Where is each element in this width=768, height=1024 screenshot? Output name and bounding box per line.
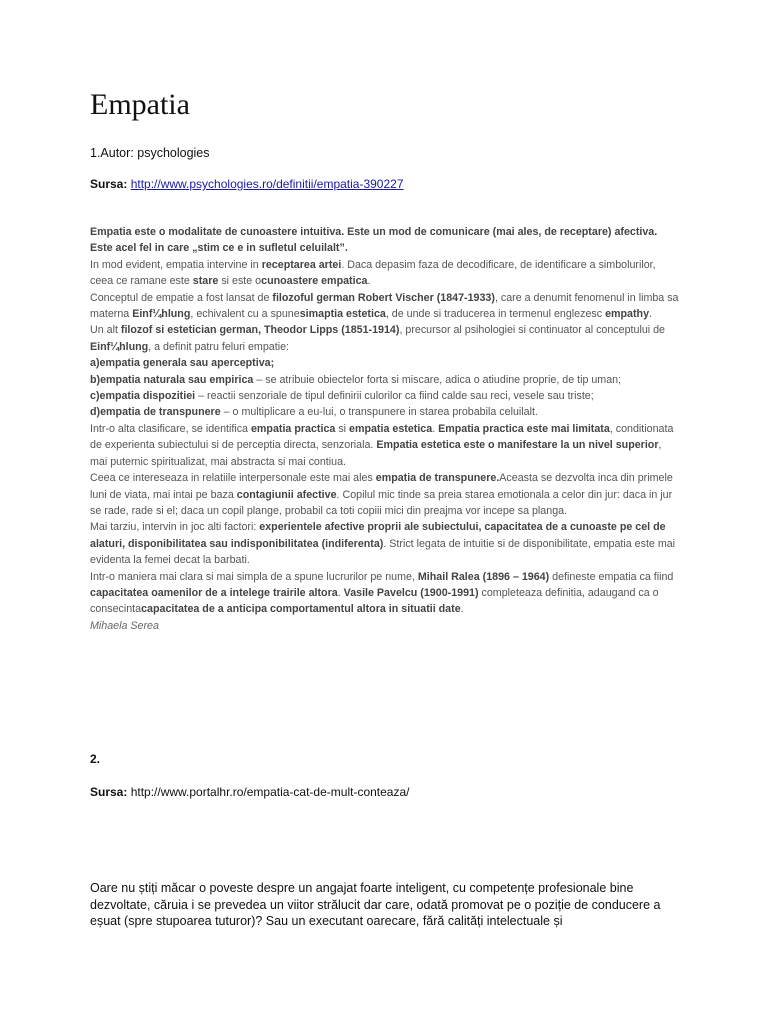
paragraph-7: Mai tarziu, intervin in joc alti factori: experientele afective proprii ale subiectului, capacitatea de a cunoaste pe cel de alaturi, disponibilitatea sau indisponibilitatea (indiferenta). Strict legata de intuitie si de disponibilitate, empatia este mai evidenta la femei decat la barbati.	[90, 521, 676, 567]
list-item-c: c)empatia dispozitiei – reactii senzoriale de tipul definirii culorilor ca fiind calde sau reci, vesele sau triste;	[90, 390, 594, 403]
paragraph-6: Ceea ce intereseaza in relatiile interpersonale este mai ales empatia de transpunere.Aceasta se dezvolta inca din primele luni de viata, mai intai pe baza contagiunii afective. Copilul mic tinde sa preia starea emotionala a celor din jur: daca in jur se rade, rade si el; daca un copil plange, probabil ca toti copiii mici din preajma vor incepe sa planga.	[90, 472, 673, 517]
paragraph-3: Conceptul de empatie a fost lansat de filozoful german Robert Vischer (1847-1933), care a denumit fenomenul in limba sa materna Einf¼hlung, echivalent cu a spunesimaptia estetica, de unde si traducerea in termenul englezesc empathy.	[90, 291, 679, 321]
list-item-a: a)empatia generala sau aperceptiva;	[90, 357, 275, 370]
article-signature: Mihaela Serea	[90, 619, 159, 632]
list-item-b: b)empatia naturala sau empirica – se atribuie obiectelor forta si miscare, adica o atiudine proprie, de tip uman;	[90, 373, 622, 386]
paragraph-4: Un alt filozof si estetician german, Theodor Lipps (1851-1914), precursor al psihologiei si continuator al conceptului de Einf¼hlung, a definit patru feluri empatie:	[90, 324, 665, 353]
paragraph-8: Intr-o maniera mai clara si mai simpla de a spune lucrurilor pe nume, Mihail Ralea (1896 – 1964) defineste empatia ca fiind capacitatea oamenilor de a intelege trairile altora. Vasile Pavelcu (1900-1991) completeaza definitia, adaugand ca o consecintacapacitatea de a anticipa comportamentul altora in situatii date.	[90, 570, 674, 616]
section-2-number: 2.	[90, 752, 101, 766]
document-title: Empatia	[90, 88, 190, 121]
source-2-url: http://www.portalhr.ro/empatia-cat-de-mult-conteaza/	[130, 785, 410, 799]
source-2-label: Sursa:	[90, 785, 131, 799]
paragraph-2: In mod evident, empatia intervine in receptarea artei. Daca depasim faza de decodificare, de identificare a simbolurilor, ceea ce ramane este stare si este ocunoastere empatica.	[90, 258, 656, 288]
paragraph-intro	[90, 224, 680, 257]
author-line: 1.Autor: psychologies	[90, 146, 210, 160]
intro-bold-text: Empatia este o modalitate de cunoastere intuitiva. Este un mod de comunicare (mai ales, de receptare) afectiva. Este acel fel in care „stim ce e in sufletul celuilalt”.	[90, 226, 658, 255]
article-body	[90, 224, 680, 634]
paragraph-5: Intr-o alta clasificare, se identifica empatia practica si empatia estetica. Empatia practica este mai limitata, conditionata de experienta subiectului si de perceptia directa, senzoriala. Empatia estetica este o manifestare la un nivel superior, mai puternic spiritualizat, mai abstracta si mai contiua.	[90, 422, 674, 468]
source-line-2	[90, 785, 409, 799]
source-line-1	[90, 177, 404, 191]
list-item-d: d)empatia de transpunere – o multiplicare a eu-lui, o transpunere in starea probabila celuilalt.	[90, 406, 538, 419]
source-label: Sursa:	[90, 177, 131, 191]
section-2-intro-text: Oare nu știți măcar o poveste despre un angajat foarte inteligent, cu competențe profesionale bine dezvoltate, căruia i se prevedea un viitor strălucit dar care, odată promovat pe o poziție de conducere a eșuat (spre stupoarea tuturor)? Sau un executant oarecare, fără calități intelectuale și	[90, 881, 661, 928]
source-link[interactable]: http://www.psychologies.ro/definitii/empatia-390227	[130, 177, 404, 191]
